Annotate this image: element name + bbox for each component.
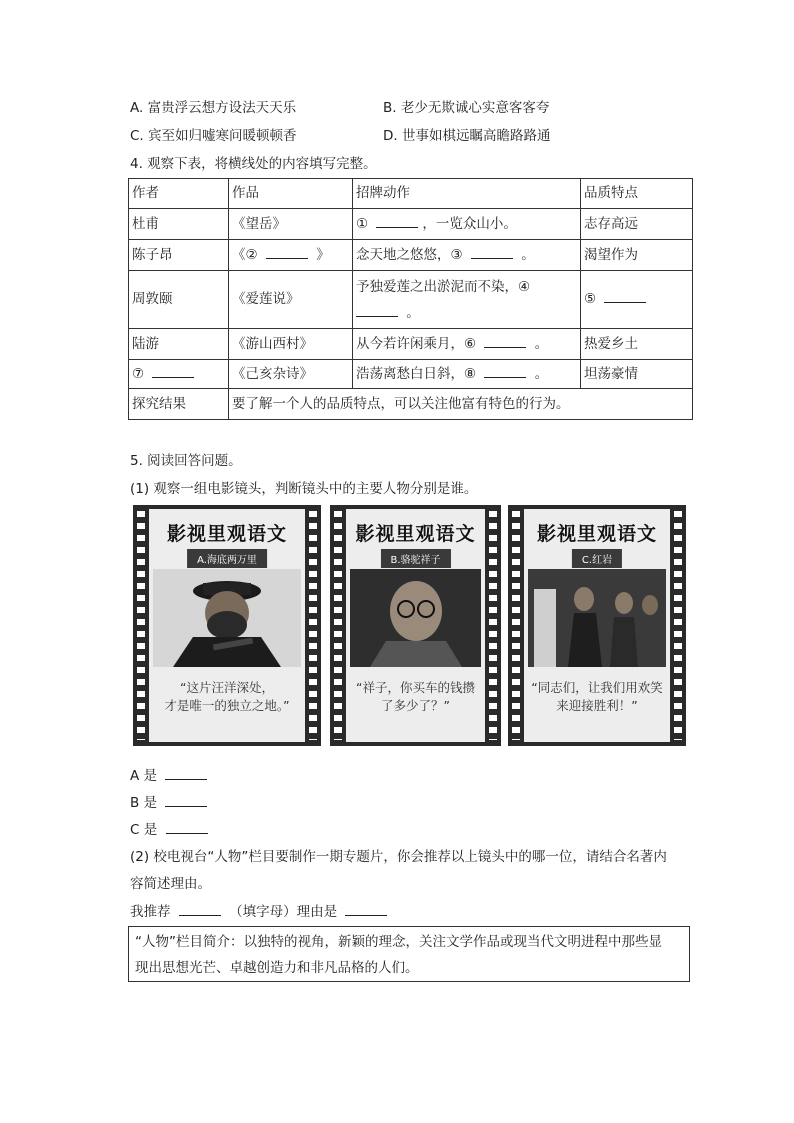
answer-blank-5[interactable] — [604, 290, 646, 303]
recommend-row — [130, 900, 391, 920]
action-text: 。 — [521, 246, 535, 263]
card-title: 影视里观语文 — [166, 523, 287, 545]
card-ribbon: A.海底两万里 — [187, 549, 267, 568]
result-text: 要了解一个人的品质特点，可以关注他富有特色的行为。 — [229, 389, 693, 420]
group-figures-icon — [528, 569, 666, 667]
cell-action — [353, 240, 581, 271]
header-author: 作者 — [129, 179, 229, 209]
answer-blank-1[interactable] — [376, 215, 418, 228]
intro-line: 现出思想光芒、卓越创造力和非凡品格的人们。 — [135, 960, 419, 976]
cell-action — [353, 209, 581, 240]
column-intro-box — [128, 926, 690, 982]
option-b: B. 老少无欺诚心实意客客夸 — [383, 100, 550, 116]
cell-work: 《望岳》 — [229, 209, 353, 240]
card-panel — [524, 509, 670, 742]
cell-trait: 热爱乡土 — [581, 329, 693, 360]
film-card-b — [330, 505, 501, 746]
table-header-row — [129, 179, 693, 209]
table-row — [129, 271, 693, 329]
action-text: ，一览众山小。 — [422, 215, 517, 232]
q5-sub2-line2: 容简述理由。 — [130, 876, 211, 892]
action-text: 念天地之悠悠，③ — [356, 246, 463, 263]
film-still-group — [528, 569, 666, 667]
film-perforation — [334, 511, 342, 740]
table-row — [129, 209, 693, 240]
card-quote: “同志们，让我们用欢笑 来迎接胜利！” — [531, 680, 663, 713]
result-label: 探究结果 — [129, 389, 229, 420]
recommend-reason-blank[interactable] — [345, 903, 387, 916]
answer-b-blank[interactable] — [165, 794, 207, 807]
answer-blank-3[interactable] — [471, 246, 513, 259]
answer-blank-8[interactable] — [484, 365, 526, 378]
table-row — [129, 360, 693, 389]
cell-author: 周敦颐 — [129, 271, 229, 329]
answer-a-blank[interactable] — [165, 767, 207, 780]
recommend-label: 我推荐 — [130, 904, 171, 920]
card-panel — [346, 509, 485, 742]
q5-sub1: (1) 观察一组电影镜头，判断镜头中的主要人物分别是谁。 — [130, 481, 478, 497]
table-row — [129, 389, 693, 420]
card-quote: “这片汪洋深处， 才是唯一的独立之地。” — [164, 680, 290, 713]
film-still-captain — [153, 569, 301, 667]
table-row — [129, 240, 693, 271]
cell-author: 陈子昂 — [129, 240, 229, 271]
film-card-c — [508, 505, 686, 746]
answer-blank-4[interactable] — [356, 304, 398, 317]
option-a: A. 富贵浮云想方设法天天乐 — [130, 100, 297, 116]
action-text: 从今若许闲乘月，⑥ — [356, 335, 477, 352]
option-d: D. 世事如棋远瞩高瞻路路通 — [383, 128, 551, 144]
action-text: 。 — [406, 304, 420, 321]
cell-trait: 渴望作为 — [581, 240, 693, 271]
answer-c-blank[interactable] — [166, 821, 208, 834]
answer-c-label: C 是 — [130, 822, 158, 838]
cell-trait: 志存高远 — [581, 209, 693, 240]
cell-trait — [581, 271, 693, 329]
answer-b-label: B 是 — [130, 795, 158, 811]
card-quote: “祥子，你买车的钱攒 了多少了？” — [356, 680, 475, 713]
recommend-letter-blank[interactable] — [179, 903, 221, 916]
header-action: 招牌动作 — [353, 179, 581, 209]
cell-author: 杜甫 — [129, 209, 229, 240]
recommend-reason-label: （填字母）理由是 — [229, 904, 338, 920]
action-text: 。 — [534, 335, 549, 352]
work-text: 》 — [316, 246, 330, 263]
blank-label: 《② — [232, 246, 258, 263]
card-ribbon: B.骆驼祥子 — [380, 549, 450, 568]
film-perforation — [674, 511, 682, 740]
answer-a-label: A 是 — [130, 768, 158, 784]
film-perforation — [137, 511, 145, 740]
action-text: 。 — [534, 365, 549, 382]
card-title: 影视里观语文 — [536, 523, 657, 545]
card-ribbon: C.红岩 — [572, 549, 622, 568]
captain-figure-icon — [153, 569, 301, 667]
answer-blank-6[interactable] — [484, 335, 526, 348]
film-still-old-man — [350, 569, 481, 667]
film-perforation — [309, 511, 317, 740]
answer-c-row — [130, 818, 212, 838]
q5-sub2-line1: (2) 校电视台“人物”栏目要制作一期专题片，你会推荐以上镜头中的哪一位，请结合名著内 — [130, 849, 667, 865]
answer-blank-2[interactable] — [266, 246, 308, 259]
blank-label: ① — [356, 215, 369, 232]
q4-table — [128, 178, 693, 420]
answer-blank-7[interactable] — [152, 365, 194, 378]
cell-action — [353, 271, 581, 329]
header-work: 作品 — [229, 179, 353, 209]
q4-prompt: 4. 观察下表，将横线处的内容填写完整。 — [130, 156, 377, 172]
card-panel — [149, 509, 305, 742]
cell-work: 《游山西村》 — [229, 329, 353, 360]
answer-a-row — [130, 764, 211, 784]
blank-label: ⑦ — [132, 365, 145, 382]
cell-trait: 坦荡豪情 — [581, 360, 693, 389]
action-text: 浩荡离愁白日斜，⑧ — [356, 365, 477, 382]
cell-action — [353, 360, 581, 389]
card-title: 影视里观语文 — [355, 523, 476, 545]
option-c: C. 宾至如归嘘寒问暖顿顿香 — [130, 128, 297, 144]
film-perforation — [512, 511, 520, 740]
q5-prompt: 5. 阅读回答问题。 — [130, 453, 242, 469]
film-card-a — [133, 505, 321, 746]
film-perforation — [489, 511, 497, 740]
blank-label: ⑤ — [584, 291, 597, 307]
cell-action — [353, 329, 581, 360]
cell-work: 《爱莲说》 — [229, 271, 353, 329]
cell-author: 陆游 — [129, 329, 229, 360]
cell-work — [229, 240, 353, 271]
intro-line: “人物”栏目简介：以独特的视角，新颖的理念，关注文学作品或现当代文明进程中那些显 — [135, 934, 662, 950]
header-trait: 品质特点 — [581, 179, 693, 209]
cell-author — [129, 360, 229, 389]
action-text: 予独爱莲之出淤泥而不染，④ — [356, 278, 531, 295]
answer-b-row — [130, 791, 211, 811]
old-man-figure-icon — [350, 569, 481, 667]
cell-work: 《己亥杂诗》 — [229, 360, 353, 389]
table-row — [129, 329, 693, 360]
